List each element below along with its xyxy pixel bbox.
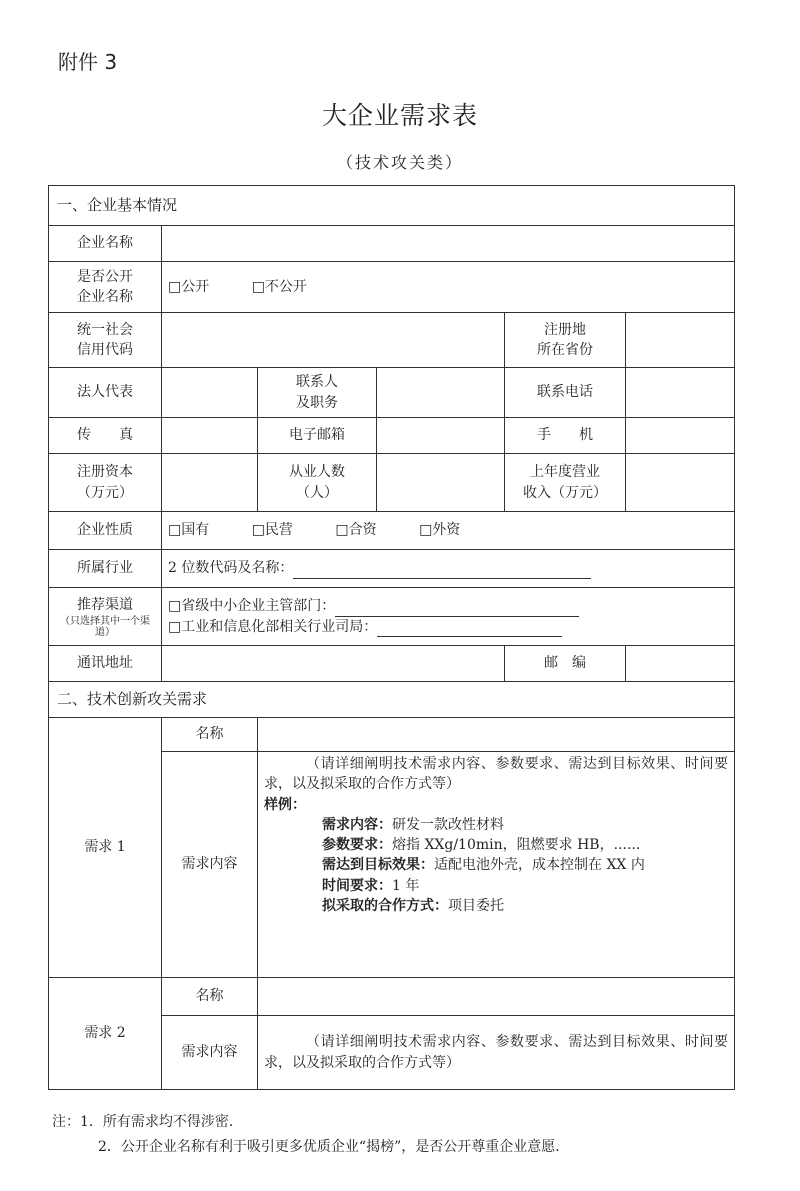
mobile-field[interactable] (626, 418, 735, 454)
not-public-checkbox[interactable]: □不公开 (251, 278, 307, 295)
req2-instruction: （请详细阐明技术需求内容、参数要求、需达到目标效果、时间要求，以及拟采取的合作方式等） (264, 1034, 729, 1071)
nature-private-checkbox[interactable]: □民营 (251, 522, 293, 539)
capital-label-line2: （万元） (77, 484, 133, 501)
nature-state-owned-checkbox[interactable]: □国有 (168, 522, 210, 539)
capital-label (49, 454, 162, 512)
req1-label: 需求 1 (49, 718, 162, 978)
req2-content-field[interactable] (258, 1016, 735, 1090)
revenue-label-line2: 收入（万元） (523, 484, 607, 501)
phone-label: 联系电话 (505, 368, 626, 418)
req1-item-coop-key: 拟采取的合作方式： (322, 898, 448, 915)
public-name-options (162, 262, 735, 313)
req1-content-field[interactable] (258, 752, 735, 978)
industry-field[interactable] (162, 550, 735, 588)
channel-provincial-underline (335, 602, 579, 617)
public-name-label-line1: 是否公开 (77, 268, 133, 285)
attachment-label: 附件 3 (58, 50, 118, 74)
req1-item-time-value: 1 年 (392, 877, 420, 894)
nature-options (162, 512, 735, 550)
industry-underline (293, 564, 591, 579)
contact-label (258, 368, 377, 418)
req1-name-label: 名称 (162, 718, 258, 752)
channel-label-text: 推荐渠道 (77, 597, 133, 614)
contact-field[interactable] (377, 368, 505, 418)
public-checkbox[interactable]: □公开 (168, 278, 210, 295)
address-label: 通讯地址 (49, 646, 162, 682)
nature-foreign-checkbox[interactable]: □外资 (419, 522, 461, 539)
footnotes (52, 1110, 569, 1159)
email-field[interactable] (377, 418, 505, 454)
req1-item-time-key: 时间要求： (322, 877, 392, 894)
fax-field[interactable] (162, 418, 258, 454)
channel-label (49, 588, 162, 646)
postcode-field[interactable] (626, 646, 735, 682)
legal-rep-label: 法人代表 (49, 368, 162, 418)
public-name-label-line2: 企业名称 (77, 289, 133, 305)
credit-code-label-line1: 统一社会 (77, 321, 133, 338)
req1-item-content-key: 需求内容： (322, 816, 392, 833)
contact-label-line1: 联系人 (296, 374, 338, 391)
nature-label: 企业性质 (49, 512, 162, 550)
capital-label-line1: 注册资本 (77, 464, 133, 481)
req1-item-target (264, 855, 728, 875)
revenue-field[interactable] (626, 454, 735, 512)
company-name-label: 企业名称 (49, 226, 162, 262)
channel-provincial-checkbox[interactable]: □省级中小企业主管部门： (168, 598, 336, 615)
channel-note: （只选择其中一个渠道） (60, 615, 150, 638)
req2-content-label: 需求内容 (162, 1016, 258, 1090)
channel-miit-checkbox[interactable]: □工业和信息化部相关行业司局： (168, 618, 378, 635)
req1-item-coop-value: 项目委托 (448, 898, 504, 915)
section1-title: 一、企业基本情况 (49, 186, 735, 226)
req1-content-label: 需求内容 (162, 752, 258, 978)
postcode-label: 邮 编 (505, 646, 626, 682)
capital-field[interactable] (162, 454, 258, 512)
footnote-2: 2．公开企业名称有利于吸引更多优质企业“揭榜”，是否公开尊重企业意愿． (98, 1138, 570, 1155)
nature-joint-venture-checkbox[interactable]: □合资 (335, 522, 377, 539)
req1-item-time (264, 876, 728, 896)
req2-label: 需求 2 (49, 978, 162, 1090)
reg-province-label (505, 313, 626, 368)
phone-field[interactable] (626, 368, 735, 418)
req1-item-params-value: 熔指 XXg/10min，阻燃要求 HB，...... (392, 837, 641, 854)
req1-instruction: （请详细阐明技术需求内容、参数要求、需达到目标效果、时间要求，以及拟采取的合作方式等） (264, 756, 729, 793)
req1-item-content-value: 研发一款改性材料 (392, 816, 504, 833)
email-label: 电子邮箱 (258, 418, 377, 454)
req2-name-label: 名称 (162, 978, 258, 1016)
reg-province-field[interactable] (626, 313, 735, 368)
form-subtitle: （技术攻关类） (336, 153, 463, 172)
legal-rep-field[interactable] (162, 368, 258, 418)
footnote-1: 注：1．所有需求均不得涉密． (52, 1114, 243, 1130)
form-title: 大企业需求表 (321, 101, 478, 130)
req1-example-label: 样例： (264, 796, 306, 813)
employees-label-line2: （人） (296, 484, 338, 501)
channel-miit-underline (377, 622, 562, 637)
industry-label: 所属行业 (49, 550, 162, 588)
req1-item-coop (264, 896, 728, 916)
credit-code-label (49, 313, 162, 368)
credit-code-field[interactable] (162, 313, 505, 368)
address-field[interactable] (162, 646, 505, 682)
reg-province-label-line2: 所在省份 (537, 342, 593, 358)
revenue-label-line1: 上年度营业 (530, 464, 600, 481)
req1-item-content (264, 815, 728, 835)
requirements-form-table (48, 185, 735, 1090)
mobile-label: 手 机 (505, 418, 626, 454)
req2-name-field[interactable] (258, 978, 735, 1016)
reg-province-label-line1: 注册地 (544, 321, 586, 338)
req1-item-params-key: 参数要求： (322, 837, 392, 854)
public-name-label (49, 262, 162, 313)
company-name-field[interactable] (162, 226, 735, 262)
employees-label (258, 454, 377, 512)
industry-prompt: 2 位数代码及名称： (168, 560, 294, 577)
employees-label-line1: 从业人数 (289, 464, 345, 481)
channel-options (162, 588, 735, 646)
employees-field[interactable] (377, 454, 505, 512)
fax-label: 传 真 (49, 418, 162, 454)
req1-name-field[interactable] (258, 718, 735, 752)
contact-label-line2: 及职务 (296, 394, 338, 411)
req1-item-target-key: 需达到目标效果： (322, 857, 434, 874)
revenue-label (505, 454, 626, 512)
section2-title: 二、技术创新攻关需求 (49, 682, 735, 718)
credit-code-label-line2: 信用代码 (77, 342, 133, 358)
req1-item-target-value: 适配电池外壳，成本控制在 XX 内 (434, 857, 645, 874)
req1-item-params (264, 835, 728, 855)
